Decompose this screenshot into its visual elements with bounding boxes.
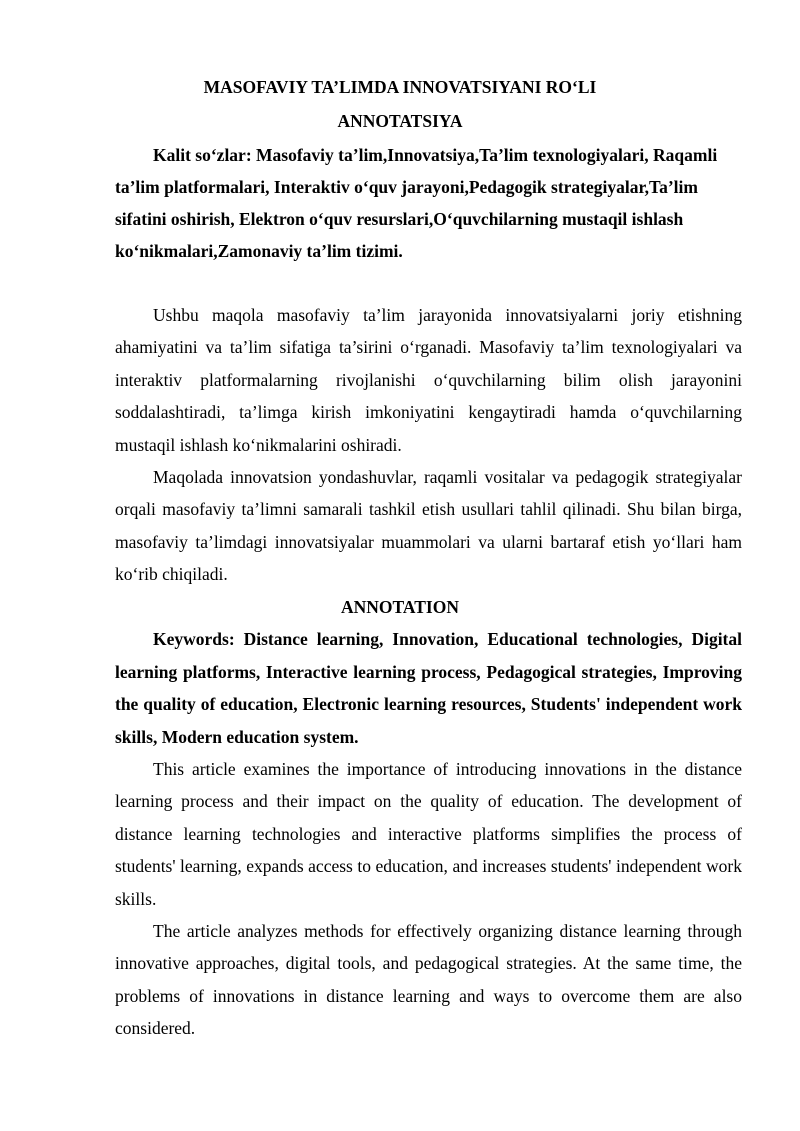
abstract-en-paragraph-1: This article examines the importance of introducing innovations in the distance learning process and their impact on the quality of education. The development of distance learning technologies and interactive platforms simplifies the process of students' learning, expands access to education, and increases students' independent work skills. [115, 759, 742, 909]
abstract-en-paragraph-2: The article analyzes methods for effectively organizing distance learning through innovative approaches, digital tools, and pedagogical strategies. At the same time, the problems of innovations in distance learning and ways to overcome them are also considered. [115, 921, 742, 1039]
keywords-uz-label: Kalit so‘zlar: [153, 145, 252, 165]
keywords-uz-text: Masofaviy ta’lim,Innovatsiya,Ta’lim texnologiyalari, Raqamli ta’lim platformalari, Interaktiv o‘quv jarayoni,Pedagogik strategiyalar,Ta’lim sifatini oshirish, Elektron o‘quv resurslari,O‘quvchilarning mustaqil ishlash ko‘nikmalari,Zamonaviy ta’lim tizimi. [115, 145, 718, 261]
keywords-en-text: Distance learning, Innovation, Educational technologies, Digital learning platforms, Interactive learning process, Pedagogical strategies, Improving the quality of education, Electronic learning resources, Students' independent work skills, Modern education system. [115, 629, 742, 747]
article-title: MASOFAVIY TA’LIMDA INNOVATSIYANI RO‘LI [203, 77, 597, 97]
keywords-en-label: Keywords: [153, 629, 235, 649]
annotation-en-heading: ANNOTATION [341, 597, 459, 617]
keywords-uz [115, 139, 742, 267]
abstract-uz-paragraph-1: Ushbu maqola masofaviy ta’lim jarayonida innovatsiyalarni joriy etishning ahamiyatini va ta’lim sifatiga ta’sirini o‘rganadi. Masofaviy ta’lim texnologiyalari va interaktiv platformalarning rivojlanishi o‘quvchilarning bilim olish jarayonini soddalashtiradi, ta’limga kirish imkoniyatini kengaytiradi hamda o‘quvchilarning mustaqil ishlash ko‘nikmalarini oshiradi. [115, 305, 742, 455]
annotation-uz-heading: ANNOTATSIYA [337, 111, 463, 131]
abstract-uz-paragraph-2: Maqolada innovatsion yondashuvlar, raqamli vositalar va pedagogik strategiyalar orqali masofaviy ta’limni samarali tashkil etish usullari tahlil qilinadi. Shu bilan birga, masofaviy ta’limdagi innovatsiyalar muammolari va ularni bartaraf etish yo‘llari ham ko‘rib chiqiladi. [115, 467, 742, 585]
keywords-en [115, 623, 742, 753]
